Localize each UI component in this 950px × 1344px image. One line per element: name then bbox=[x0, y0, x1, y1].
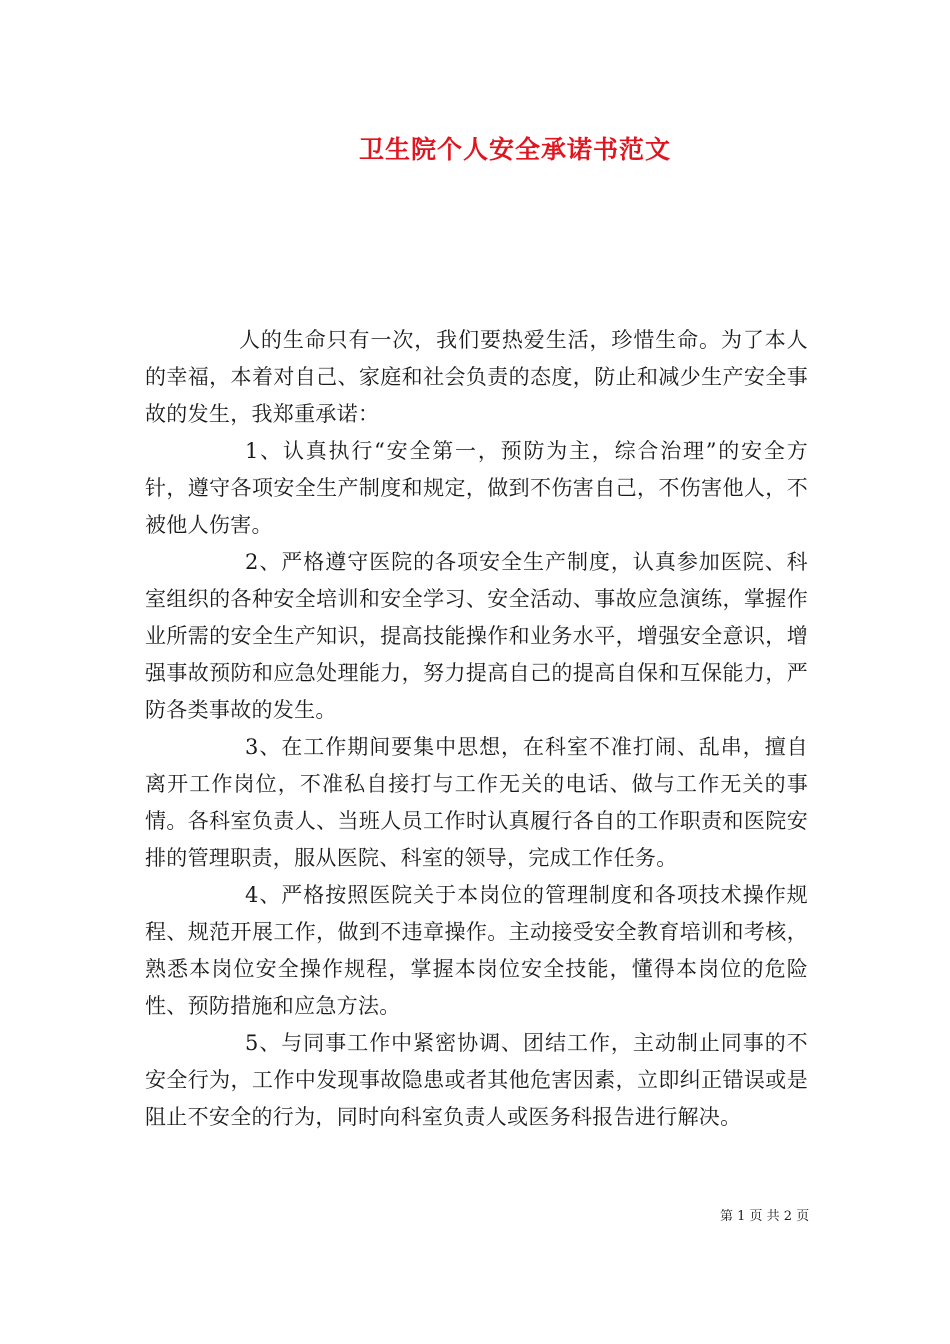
commitment-item-4: 4、严格按照医院关于本岗位的管理制度和各项技术操作规程、规范开展工作，做到不违章操作。主动接受安全教育培训和考核，熟悉本岗位安全操作规程，掌握本岗位安全技能，懂得本岗位的危险性、预防措施和应急方法。 bbox=[145, 883, 808, 1018]
commitment-item-1: 1、认真执行“安全第一，预防为主，综合治理”的安全方针，遵守各项安全生产制度和规定，做到不伤害自己，不伤害他人，不被他人伤害。 bbox=[145, 439, 808, 537]
document-body bbox=[145, 322, 808, 1136]
commitment-item-2: 2、严格遵守医院的各项安全生产制度，认真参加医院、科室组织的各种安全培训和安全学习、安全活动、事故应急演练，掌握作业所需的安全生产知识，提高技能操作和业务水平，增强安全意识，增强事故预防和应急处理能力，努力提高自己的提高自保和互保能力，严防各类事故的发生。 bbox=[145, 550, 808, 722]
commitment-item-3: 3、在工作期间要集中思想，在科室不准打闹、乱串，擅自离开工作岗位，不准私自接打与工作无关的电话、做与工作无关的事情。各科室负责人、当班人员工作时认真履行各自的工作职责和医院安排的管理职责，服从医院、科室的领导，完成工作任务。 bbox=[145, 735, 808, 870]
commitment-item-5: 5、与同事工作中紧密协调、团结工作，主动制止同事的不安全行为，工作中发现事故隐患或者其他危害因素，立即纠正错误或是阻止不安全的行为，同时向科室负责人或医务科报告进行解决。 bbox=[145, 1031, 808, 1129]
intro-paragraph: 人的生命只有一次，我们要热爱生活，珍惜生命。为了本人的幸福，本着对自己、家庭和社会负责的态度，防止和减少生产安全事故的发生，我郑重承诺： bbox=[145, 328, 808, 426]
document-title: 卫生院个人安全承诺书范文 bbox=[358, 135, 671, 164]
page-number-footer: 第 1 页 共 2 页 bbox=[720, 1209, 810, 1224]
